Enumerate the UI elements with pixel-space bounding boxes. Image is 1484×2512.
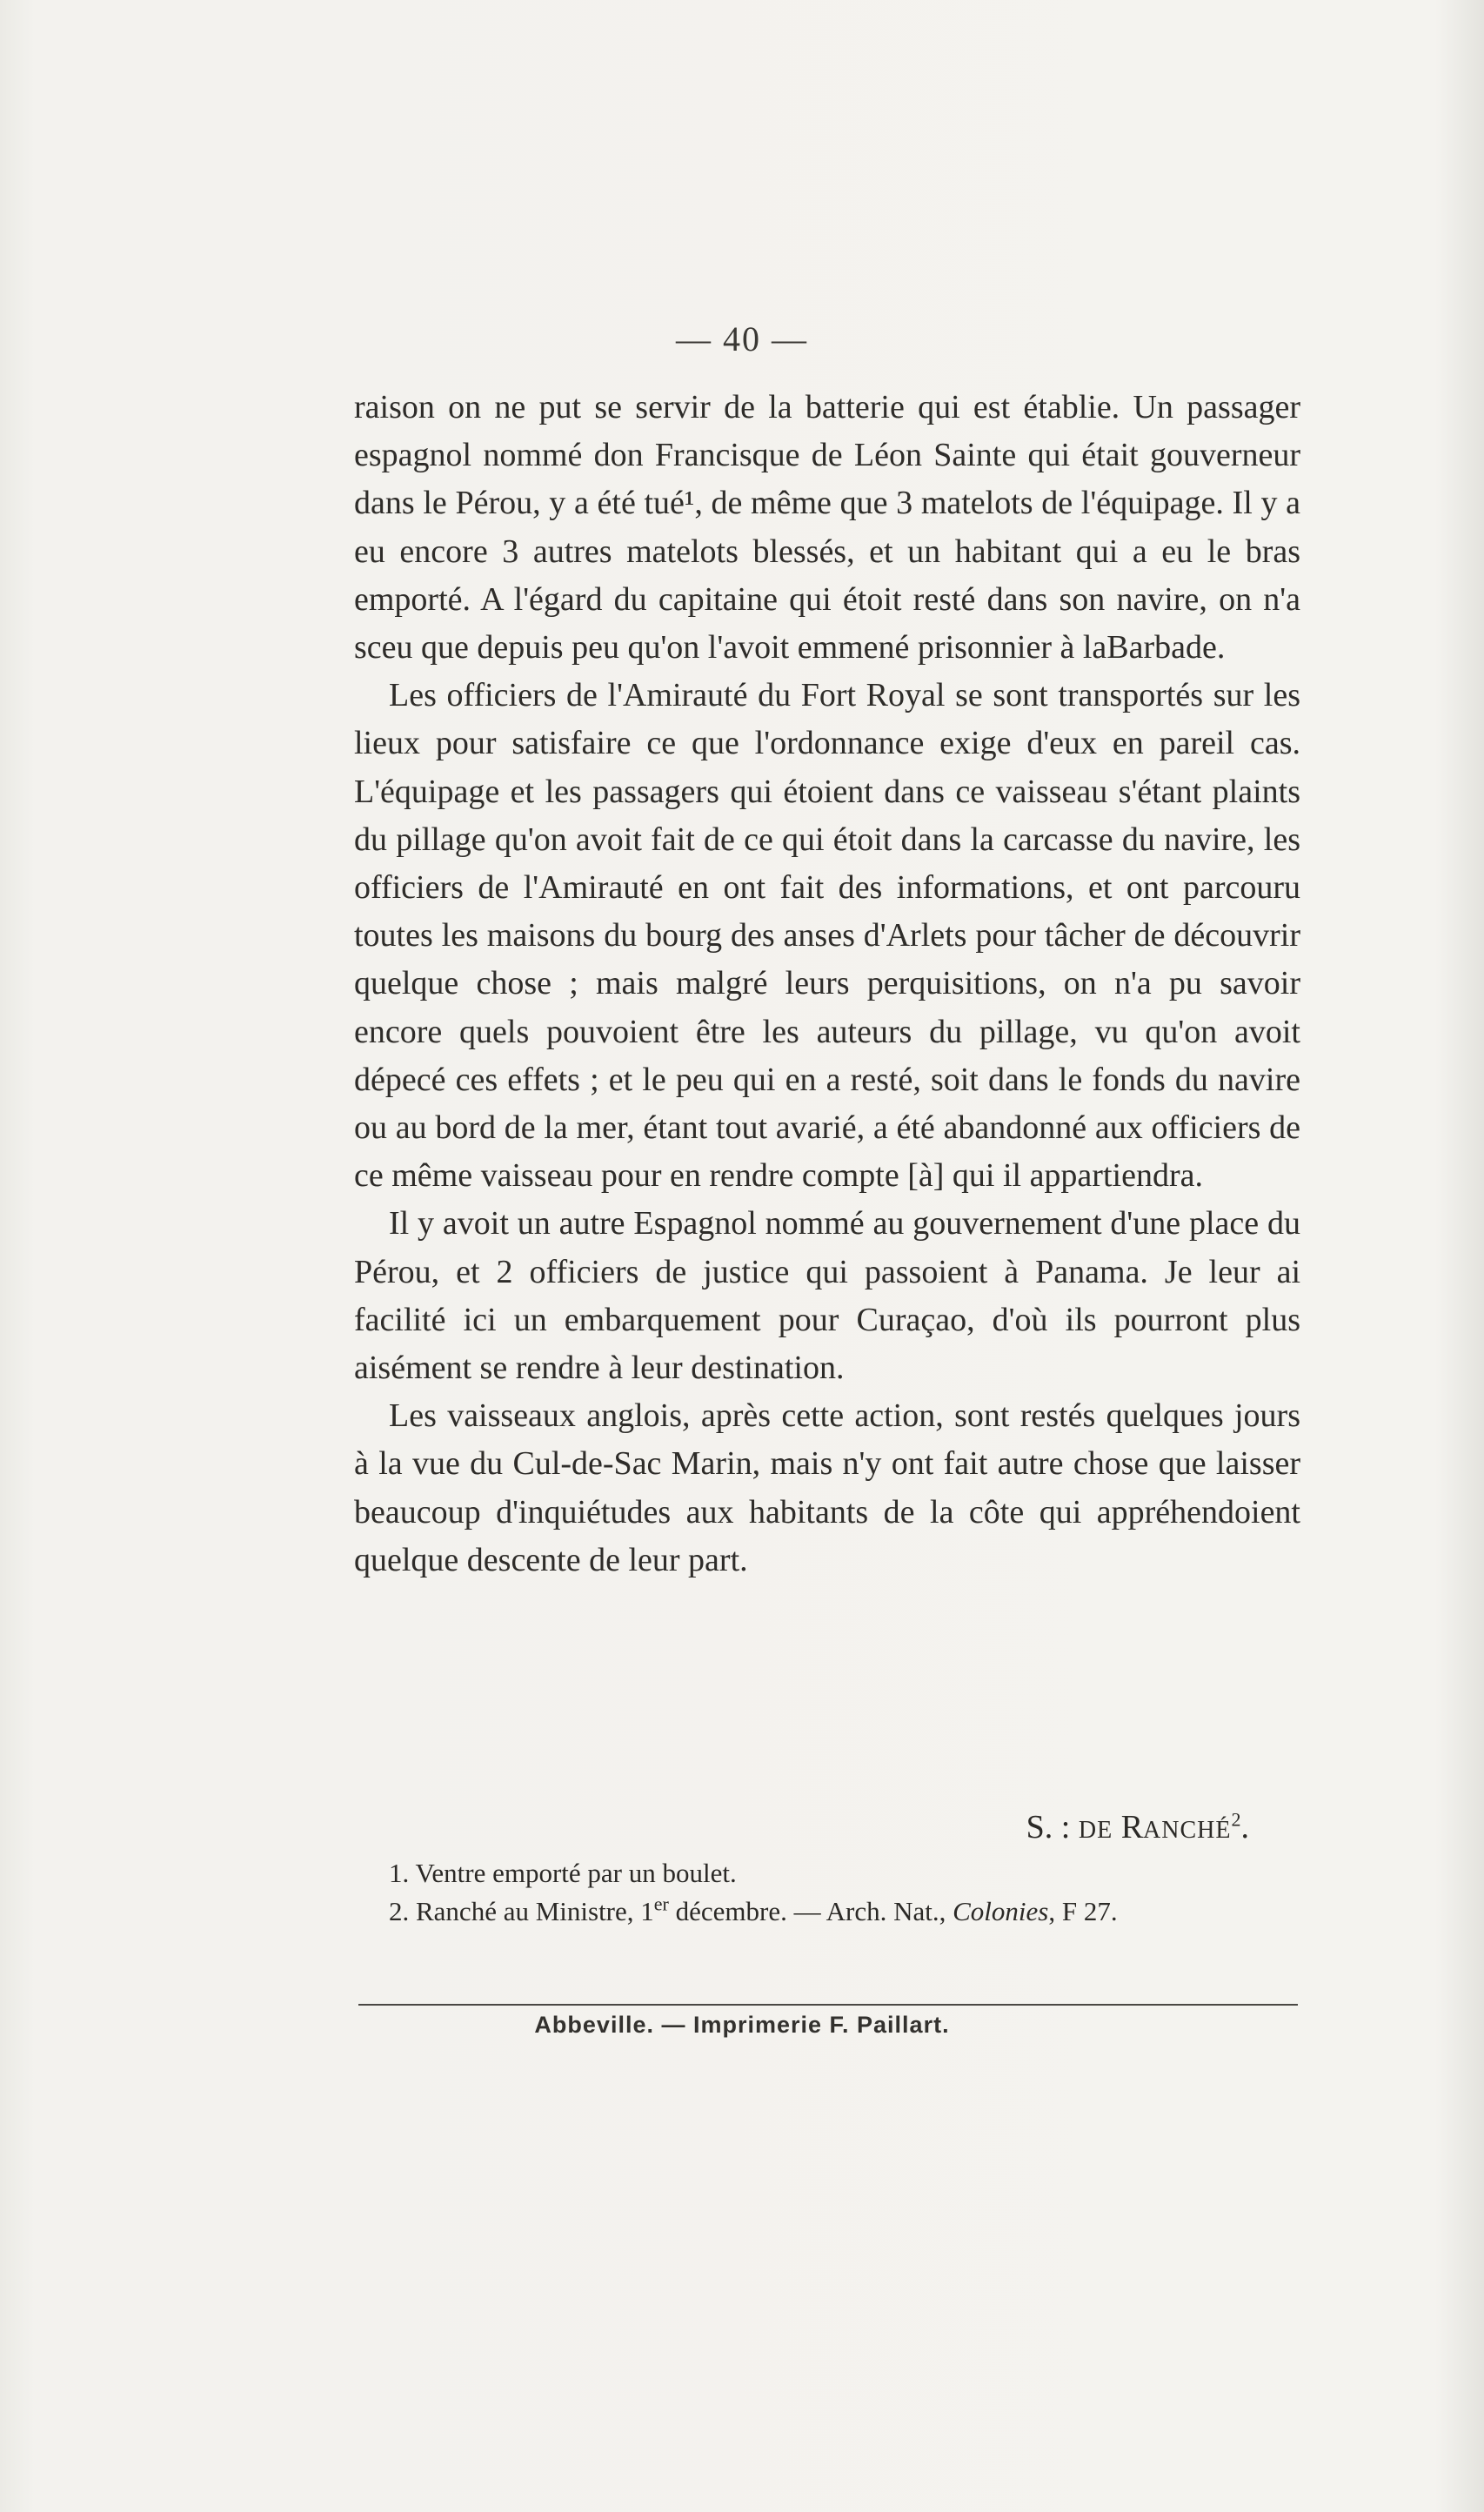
imprint-divider [358, 2004, 1298, 2006]
footnote-2-text: 2. Ranché au Ministre, 1 [389, 1896, 654, 1926]
footnote-2-end: , F 27. [1048, 1896, 1118, 1926]
signature-note-ref: 2 [1231, 1808, 1241, 1831]
paragraph-4: Les vaisseaux anglois, après cette action, sont restés quelques jours à la vue du Cul-de-Sac Marin, mais n'y ont fait autre chose que laisser beaucoup d'inquiétudes aux habitants de la côte qui appréhendoient quelque descente de leur part. [354, 1397, 1300, 1578]
footnote-2 [354, 1892, 1300, 1931]
paragraph-1: raison on ne put se servir de la batterie qui est établie. Un passager espagnol nommé don Francisque de Léon Sainte qui était gouverneur dans le Pérou, y a été tué¹, de même que 3 matelots de l'équipage. Il y a eu encore 3 autres matelots blessés, et un habitant qui a eu le bras emporté. A l'égard du capitaine qui étoit resté dans son navire, on n'a sceu que depuis peu qu'on l'avoit emmené prisonnier à laBarbade. [354, 389, 1300, 667]
signature-name-initial: R [1120, 1809, 1144, 1845]
footnote-1: 1. Ventre emporté par un boulet. [389, 1858, 737, 1888]
signature [1026, 1805, 1249, 1852]
imprint: Abbeville. — Imprimerie F. Paillart. [534, 2012, 950, 2038]
footnote-2-sup: er [653, 1892, 669, 1915]
paragraph-3: Il y avoit un autre Espagnol nommé au gouvernement d'une place du Pérou, et 2 officiers de justice qui passoient à Panama. Je leur ai facilité ici un embarquement pour Curaçao, d'où ils pourront plus aisément se rendre à leur destination. [354, 1205, 1300, 1387]
page-number: — 40 — [676, 319, 808, 358]
body-text [354, 384, 1300, 1584]
signature-end: . [1240, 1809, 1249, 1845]
signature-name-rest: ANCHÉ [1143, 1817, 1232, 1844]
signature-prefix: S. : [1026, 1809, 1079, 1845]
paragraph-2: Les officiers de l'Amirauté du Fort Royal se sont transportés sur les lieux pour satisfaire ce que l'ordonnance exige d'eux en pareil cas. L'équipage et les passagers qui étoient dans ce vaisseau s'étant plaints du pillage qu'on avoit fait de ce qui étoit dans la carcasse du navire, les officiers de l'Amirauté en ont fait des informations, et ont parcouru toutes les maisons du bourg des anses d'Arlets pour tâcher de découvrir quelque chose ; mais malgré leurs perquisitions, on n'a pu savoir encore quels pouvoient être les auteurs du pillage, vu qu'on avoit dépecé ces effets ; et le peu qui en a resté, soit dans le fonds du navire ou au bord de la mer, étant tout avarié, a été abandonné aux officiers de ce même vaisseau pour en rendre compte [à] qui il appartiendra. [354, 677, 1300, 1195]
signature-particle: DE [1078, 1817, 1113, 1844]
footnote-2-rest: décembre. — Arch. Nat., [668, 1896, 953, 1926]
footnotes [354, 1854, 1300, 1931]
footnote-2-italic: Colonies [953, 1896, 1049, 1926]
